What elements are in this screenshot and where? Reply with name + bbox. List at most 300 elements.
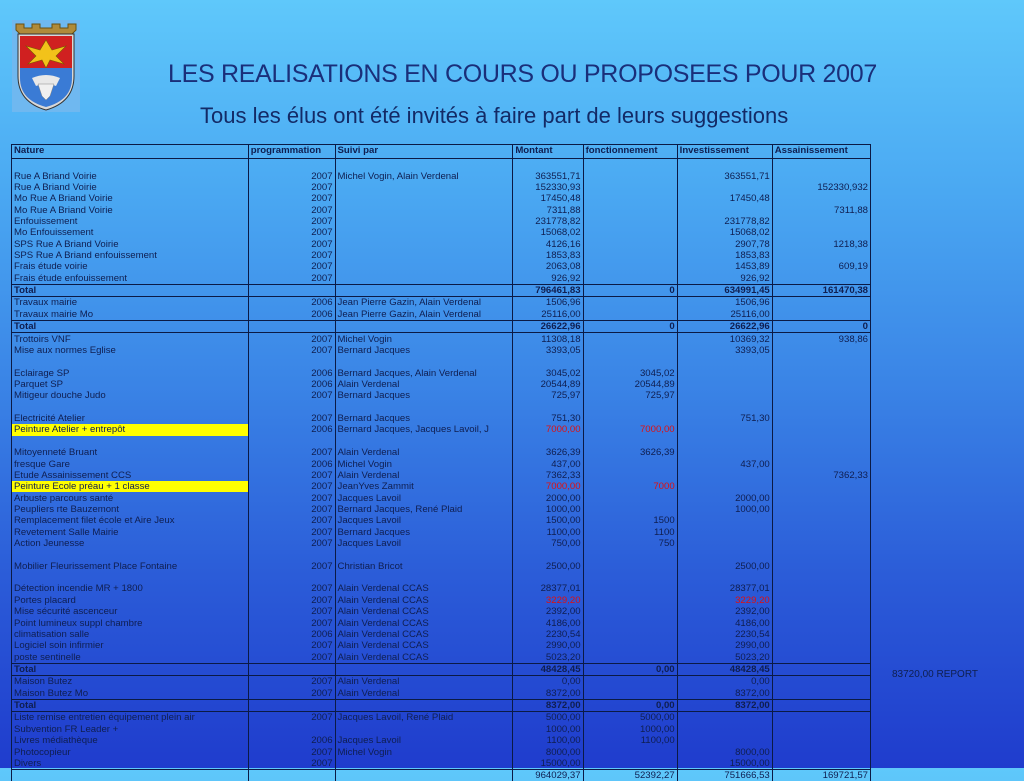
table-cell: 2907,78 (677, 239, 772, 250)
table-cell (583, 250, 677, 261)
table-row (12, 549, 871, 560)
projects-table (11, 144, 871, 781)
table-row (12, 333, 871, 345)
table-cell: 2990,00 (677, 640, 772, 651)
table-cell (677, 549, 772, 560)
table-row (12, 216, 871, 227)
table-cell: 2007 (248, 390, 335, 401)
table-cell: 437,00 (513, 458, 583, 469)
table-cell (772, 735, 870, 746)
table-cell: 2007 (248, 640, 335, 651)
page-subtitle: Tous les élus ont été invités à faire part de leurs suggestions (200, 103, 789, 128)
table-cell: Jacques Lavoil (335, 538, 513, 549)
table-cell (335, 239, 513, 250)
table-cell: Frais étude voirie (12, 261, 249, 272)
table-cell: Trottoirs VNF (12, 333, 249, 345)
table-cell (772, 159, 870, 171)
table-cell (772, 640, 870, 651)
table-cell: 7000,00 (513, 424, 583, 435)
table-cell: Eclairage SP (12, 367, 249, 378)
table-cell: 2392,00 (677, 606, 772, 617)
table-cell (677, 735, 772, 746)
column-header: Montant (513, 145, 583, 159)
table-cell: 15068,02 (677, 227, 772, 238)
column-header: Investissement (677, 145, 772, 159)
table-cell (248, 549, 335, 560)
table-cell: Jean Pierre Gazin, Alain Verdenal (335, 297, 513, 309)
table-cell: 926,92 (513, 273, 583, 285)
table-cell: 26622,96 (677, 321, 772, 333)
table-row (12, 583, 871, 594)
table-cell (583, 688, 677, 700)
table-cell (677, 367, 772, 378)
table-cell: Enfouissement (12, 216, 249, 227)
table-cell: 2007 (248, 583, 335, 594)
table-cell: 1000,00 (513, 724, 583, 735)
table-cell: 634991,45 (677, 284, 772, 296)
table-row (12, 402, 871, 413)
table-cell (335, 284, 513, 296)
table-cell: Bernard Jacques (335, 413, 513, 424)
table-cell: Peinture Ecole préau + 1 classe (12, 481, 249, 492)
table-row (12, 424, 871, 435)
table-cell (772, 617, 870, 628)
table-cell: 1500,00 (513, 515, 583, 526)
table-cell (772, 447, 870, 458)
table-row (12, 170, 871, 181)
table-cell: 3229,20 (677, 595, 772, 606)
table-cell (583, 356, 677, 367)
table-cell (335, 250, 513, 261)
table-cell (248, 159, 335, 171)
table-cell: Mise sécurité ascenceur (12, 606, 249, 617)
table-cell: Portes placard (12, 595, 249, 606)
table-cell: 2007 (248, 595, 335, 606)
table-cell (12, 436, 249, 447)
table-cell: 4186,00 (677, 617, 772, 628)
table-cell: 751,30 (677, 413, 772, 424)
table-cell: 4126,16 (513, 239, 583, 250)
table-cell: Jacques Lavoil (335, 492, 513, 503)
table-cell: Mo Rue A Briand Voirie (12, 193, 249, 204)
table-cell (335, 216, 513, 227)
table-cell: 2007 (248, 333, 335, 345)
table-cell: 8372,00 (513, 699, 583, 711)
table-cell (583, 492, 677, 503)
table-cell: Alain Verdenal CCAS (335, 640, 513, 651)
table-cell (335, 273, 513, 285)
table-cell (772, 688, 870, 700)
table-cell: Alain Verdenal (335, 676, 513, 688)
table-cell: Maison Butez (12, 676, 249, 688)
table-cell: Rue A Briand Voirie (12, 170, 249, 181)
table-row (12, 193, 871, 204)
table-cell: 152330,93 (513, 182, 583, 193)
column-header: Assainissement (772, 145, 870, 159)
table-cell (513, 436, 583, 447)
table-cell: 2007 (248, 515, 335, 526)
table-header-row (12, 145, 871, 159)
table-cell (772, 515, 870, 526)
table-cell: 2007 (248, 651, 335, 663)
table-cell: 7000,00 (583, 424, 677, 435)
table-cell: 15000,00 (677, 758, 772, 770)
table-cell: 2007 (248, 758, 335, 770)
table-row (12, 595, 871, 606)
table-cell (335, 770, 513, 781)
table-row (12, 538, 871, 549)
table-cell (12, 159, 249, 171)
table-cell: 1100,00 (513, 735, 583, 746)
table-cell: 5023,20 (513, 651, 583, 663)
table-cell (772, 367, 870, 378)
table-cell: 2007 (248, 504, 335, 515)
table-cell: Mitigeur douche Judo (12, 390, 249, 401)
table-cell: Liste remise entretien équipement plein air (12, 712, 249, 724)
table-cell: 0,00 (513, 676, 583, 688)
table-cell: 5023,20 (677, 651, 772, 663)
table-cell: 2007 (248, 413, 335, 424)
table-cell: 2006 (248, 629, 335, 640)
table-cell: Total (12, 663, 249, 675)
table-cell (772, 746, 870, 757)
table-cell (583, 470, 677, 481)
table-row (12, 367, 871, 378)
page-title: LES REALISATIONS EN COURS OU PROPOSEES POUR 2007 (168, 60, 877, 88)
table-cell: Bernard Jacques (335, 390, 513, 401)
table-cell (248, 402, 335, 413)
table-cell (335, 193, 513, 204)
table-cell: Livres médiathèque (12, 735, 249, 746)
table-cell (583, 204, 677, 215)
table-cell: Bernard Jacques, Alain Verdenal (335, 367, 513, 378)
table-cell: 1853,83 (513, 250, 583, 261)
table-cell: 7311,88 (772, 204, 870, 215)
table-cell: 2006 (248, 297, 335, 309)
table-cell: 1100,00 (583, 735, 677, 746)
table-cell (772, 413, 870, 424)
table-cell: Christian Bricot (335, 561, 513, 572)
table-cell: 1000,00 (513, 504, 583, 515)
table-cell: Total (12, 699, 249, 711)
table-row (12, 273, 871, 285)
table-cell (677, 424, 772, 435)
table-cell: 7362,33 (513, 470, 583, 481)
table-row (12, 379, 871, 390)
table-row (12, 676, 871, 688)
table-cell (677, 572, 772, 583)
table-cell: 20544,89 (513, 379, 583, 390)
table-cell: 7000 (583, 481, 677, 492)
table-cell (772, 712, 870, 724)
table-cell (772, 583, 870, 594)
table-cell: SPS Rue A Briand Voirie (12, 239, 249, 250)
table-cell (335, 572, 513, 583)
table-cell: 2007 (248, 470, 335, 481)
table-cell: Travaux mairie (12, 297, 249, 309)
table-cell: 8000,00 (513, 746, 583, 757)
table-row (12, 481, 871, 492)
table-cell (677, 379, 772, 390)
table-cell: 15068,02 (513, 227, 583, 238)
table-cell: 0 (583, 321, 677, 333)
table-row (12, 527, 871, 538)
table-row (12, 561, 871, 572)
table-cell: Frais étude enfouissement (12, 273, 249, 285)
table-cell: Logiciel soin infirmier (12, 640, 249, 651)
table-cell: 7362,33 (772, 470, 870, 481)
table-cell: Bernard Jacques (335, 345, 513, 356)
table-cell: 7311,88 (513, 204, 583, 215)
table-cell: 0 (583, 284, 677, 296)
table-cell (583, 170, 677, 181)
table-cell: 2006 (248, 367, 335, 378)
column-header: Nature (12, 145, 249, 159)
table-cell: 2500,00 (677, 561, 772, 572)
table-cell (583, 436, 677, 447)
table-cell (772, 651, 870, 663)
table-cell (248, 663, 335, 675)
table-cell: 5000,00 (513, 712, 583, 724)
table-cell: Alain Verdenal CCAS (335, 583, 513, 594)
table-cell (772, 572, 870, 583)
table-cell (583, 676, 677, 688)
table-cell (583, 345, 677, 356)
table-cell (583, 297, 677, 309)
table-cell (335, 261, 513, 272)
table-cell: Michel Vogin (335, 333, 513, 345)
table-cell: Bernard Jacques (335, 527, 513, 538)
table-cell (583, 402, 677, 413)
table-row (12, 572, 871, 583)
table-cell: 2007 (248, 273, 335, 285)
table-cell (335, 663, 513, 675)
table-cell: 2007 (248, 606, 335, 617)
table-cell: poste sentinelle (12, 651, 249, 663)
table-cell (583, 239, 677, 250)
table-cell (772, 273, 870, 285)
table-cell: Arbuste parcours santé (12, 492, 249, 503)
table-row (12, 297, 871, 309)
table-row (12, 515, 871, 526)
table-cell: 2007 (248, 170, 335, 181)
table-cell (583, 640, 677, 651)
table-cell (583, 606, 677, 617)
table-cell: 169721,57 (772, 770, 870, 781)
table-cell: 2007 (248, 239, 335, 250)
table-row (12, 321, 871, 333)
table-cell: 437,00 (677, 458, 772, 469)
table-cell (772, 629, 870, 640)
table-cell: Point lumineux suppl chambre (12, 617, 249, 628)
table-cell: 152330,932 (772, 182, 870, 193)
table-cell (772, 170, 870, 181)
table-cell (772, 193, 870, 204)
table-row (12, 447, 871, 458)
table-cell (583, 333, 677, 345)
table-cell (772, 458, 870, 469)
table-cell (248, 699, 335, 711)
table-cell: 363551,71 (513, 170, 583, 181)
table-row (12, 651, 871, 663)
table-cell (772, 663, 870, 675)
table-cell (248, 284, 335, 296)
table-cell (248, 572, 335, 583)
table-cell: climatisation salle (12, 629, 249, 640)
table-row (12, 504, 871, 515)
table-cell: Subvention FR Leader + (12, 724, 249, 735)
table-cell: 926,92 (677, 273, 772, 285)
table-cell: 964029,37 (513, 770, 583, 781)
table-cell: 796461,83 (513, 284, 583, 296)
table-cell (583, 617, 677, 628)
table-cell (772, 595, 870, 606)
table-cell: 2006 (248, 309, 335, 321)
table-cell: Alain Verdenal (335, 470, 513, 481)
table-cell (677, 481, 772, 492)
table-cell: 1506,96 (513, 297, 583, 309)
table-cell (583, 261, 677, 272)
table-cell: 2006 (248, 458, 335, 469)
table-cell (583, 746, 677, 757)
table-cell: fresque Gare (12, 458, 249, 469)
table-cell (772, 724, 870, 735)
table-cell (772, 481, 870, 492)
table-row (12, 746, 871, 757)
table-cell (772, 538, 870, 549)
table-cell (677, 204, 772, 215)
table-cell: 0,00 (583, 699, 677, 711)
table-cell: 0 (772, 321, 870, 333)
table-cell: Total (12, 321, 249, 333)
table-cell: Parquet SP (12, 379, 249, 390)
table-cell (772, 356, 870, 367)
table-row (12, 413, 871, 424)
table-cell: Mitoyenneté Bruant (12, 447, 249, 458)
table-cell: 231778,82 (513, 216, 583, 227)
table-cell: 2007 (248, 746, 335, 757)
table-row (12, 712, 871, 724)
table-row (12, 239, 871, 250)
table-cell: 3229,20 (513, 595, 583, 606)
table-row (12, 436, 871, 447)
table-cell (335, 321, 513, 333)
table-row (12, 390, 871, 401)
table-row (12, 617, 871, 628)
table-cell: 8372,00 (677, 699, 772, 711)
table-cell (583, 583, 677, 594)
table-cell (677, 527, 772, 538)
table-cell: 0,00 (677, 676, 772, 688)
table-cell: 3393,05 (677, 345, 772, 356)
table-cell (583, 595, 677, 606)
table-cell: Electricité Atelier (12, 413, 249, 424)
table-row (12, 250, 871, 261)
table-cell: Détection incendie MR + 1800 (12, 583, 249, 594)
table-cell (772, 227, 870, 238)
table-cell: 161470,38 (772, 284, 870, 296)
table-cell (513, 356, 583, 367)
table-cell (248, 356, 335, 367)
town-coat-of-arms-icon (12, 20, 80, 112)
table-cell (513, 572, 583, 583)
table-cell (335, 436, 513, 447)
table-cell (583, 216, 677, 227)
table-cell: 2007 (248, 261, 335, 272)
table-cell (335, 182, 513, 193)
table-cell (677, 159, 772, 171)
table-cell: Total (12, 284, 249, 296)
table-cell (583, 273, 677, 285)
column-header: programmation (248, 145, 335, 159)
table-cell: 2007 (248, 538, 335, 549)
table-cell: Remplacement filet école et Aire Jeux (12, 515, 249, 526)
table-row (12, 629, 871, 640)
table-cell: 26622,96 (513, 321, 583, 333)
table-cell: Revetement Salle Mairie (12, 527, 249, 538)
table-cell: Bernard Jacques, Jacques Lavoil, J (335, 424, 513, 435)
table-cell: 2007 (248, 227, 335, 238)
table-cell: 2990,00 (513, 640, 583, 651)
table-cell: Peupliers rte Bauzemont (12, 504, 249, 515)
table-cell (583, 629, 677, 640)
table-cell: 1500 (583, 515, 677, 526)
table-cell: 938,86 (772, 333, 870, 345)
table-cell: 2007 (248, 345, 335, 356)
table-cell (248, 724, 335, 735)
table-cell: 2500,00 (513, 561, 583, 572)
table-cell: 609,19 (772, 261, 870, 272)
table-cell (335, 402, 513, 413)
table-cell (583, 504, 677, 515)
table-cell: Bernard Jacques, René Plaid (335, 504, 513, 515)
table-cell (513, 549, 583, 560)
table-cell: 25116,00 (513, 309, 583, 321)
table-cell: Alain Verdenal (335, 447, 513, 458)
table-cell: 2007 (248, 527, 335, 538)
table-cell (12, 770, 249, 781)
table-row (12, 261, 871, 272)
table-cell: 3045,02 (583, 367, 677, 378)
table-cell: 2007 (248, 688, 335, 700)
table-cell: 2007 (248, 216, 335, 227)
table-row (12, 204, 871, 215)
table-cell (772, 424, 870, 435)
table-cell (677, 470, 772, 481)
table-cell (772, 436, 870, 447)
table-cell (335, 356, 513, 367)
table-cell: Alain Verdenal CCAS (335, 617, 513, 628)
table-cell: 751666,53 (677, 770, 772, 781)
table-cell: Rue A Briand Voirie (12, 182, 249, 193)
table-cell (772, 402, 870, 413)
table-cell (772, 527, 870, 538)
table-cell (335, 159, 513, 171)
table-cell: 1453,89 (677, 261, 772, 272)
table-row (12, 688, 871, 700)
table-cell: 2000,00 (677, 492, 772, 503)
table-cell (12, 572, 249, 583)
table-cell (677, 712, 772, 724)
table-cell: Mobilier Fleurissement Place Fontaine (12, 561, 249, 572)
table-cell: 2007 (248, 193, 335, 204)
table-row (12, 458, 871, 469)
table-cell: Mo Enfouissement (12, 227, 249, 238)
table-cell (772, 699, 870, 711)
table-cell (772, 504, 870, 515)
table-cell: Alain Verdenal CCAS (335, 595, 513, 606)
table-cell (583, 227, 677, 238)
